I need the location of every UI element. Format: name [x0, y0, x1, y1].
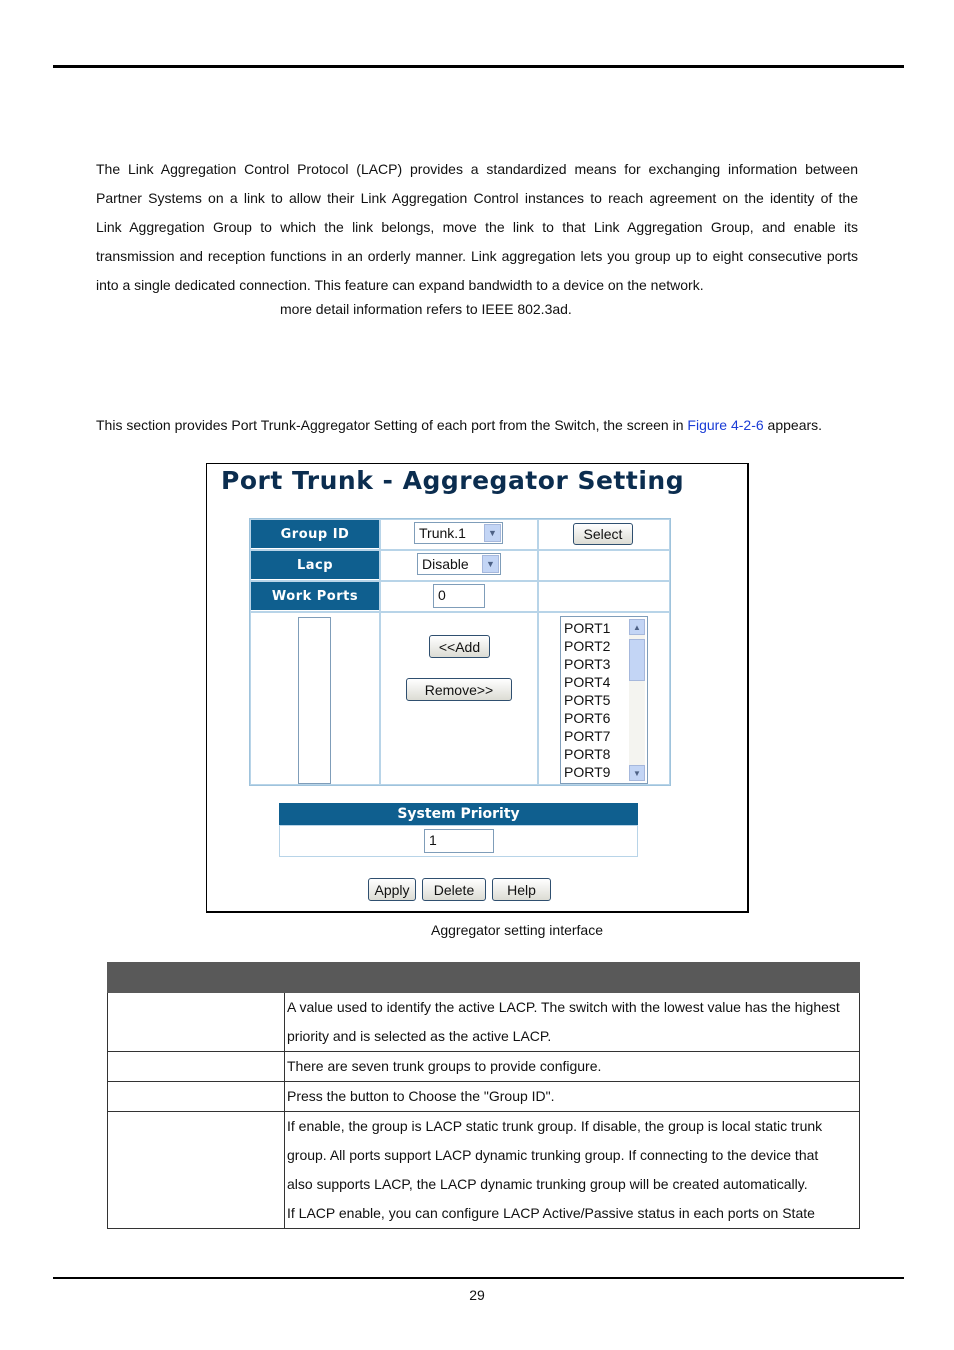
table-cell-object: [108, 993, 285, 1052]
paragraph-line: The Link Aggregation Control Protocol (LACP) provides a standardized means for exchanging information between: [96, 161, 858, 177]
paragraph-line: Partner Systems on a link to allow their Link Aggregation Control instances to reach agreement on the identity of the: [96, 190, 858, 206]
list-item[interactable]: PORT5: [564, 692, 611, 708]
chevron-down-icon[interactable]: ▼: [484, 524, 501, 542]
table-row: [108, 1082, 860, 1112]
description-line: Press the button to Choose the "Group ID".: [287, 1088, 555, 1104]
lacp-value: Disable: [422, 556, 469, 572]
work-ports-input[interactable]: 0: [433, 584, 485, 608]
work-ports-label: Work Ports: [251, 582, 379, 610]
description-line: A value used to identify the active LACP. The switch with the lowest value has the highest: [287, 999, 840, 1015]
description-line: also supports LACP, the LACP dynamic trunking group will be created automatically.: [287, 1176, 808, 1192]
settings-grid: [249, 518, 671, 786]
list-item[interactable]: PORT4: [564, 674, 611, 690]
grid-cell: [538, 581, 670, 612]
table-cell-description: [285, 1112, 860, 1229]
section-intro-text: This section provides Port Trunk-Aggregator Setting of each port from the Switch, the screen in: [96, 417, 688, 433]
scrollbar-thumb[interactable]: [629, 639, 645, 681]
remove-button[interactable]: Remove>>: [406, 678, 512, 701]
list-item[interactable]: PORT1: [564, 620, 611, 636]
section-intro-tail: appears.: [763, 417, 823, 433]
table-cell-object: [108, 1052, 285, 1082]
table-cell-description: [285, 1082, 860, 1112]
table-row: [108, 993, 860, 1052]
list-item[interactable]: PORT7: [564, 728, 611, 744]
parameter-table: [107, 962, 860, 1229]
help-button[interactable]: Help: [492, 878, 551, 901]
system-priority-input[interactable]: 1: [424, 829, 494, 853]
apply-button[interactable]: Apply: [368, 878, 416, 901]
delete-button[interactable]: Delete: [422, 878, 486, 901]
page-number: 29: [469, 1287, 485, 1303]
footer-rule: [53, 1277, 904, 1279]
screenshot-title: Port Trunk - Aggregator Setting: [221, 466, 685, 495]
table-header-cell: [285, 963, 860, 993]
table-cell-description: [285, 1052, 860, 1082]
port-list-scrollbar[interactable]: [629, 619, 645, 781]
available-ports-list[interactable]: [560, 616, 648, 784]
table-row: [108, 1112, 860, 1229]
select-button[interactable]: Select: [573, 523, 633, 545]
aggregator-screenshot: [206, 463, 749, 913]
lacp-description: [96, 155, 858, 300]
group-id-value: Trunk.1: [419, 525, 466, 541]
chevron-down-icon[interactable]: ▼: [629, 765, 645, 781]
list-item[interactable]: PORT8: [564, 746, 611, 762]
lacp-label: Lacp: [251, 551, 379, 579]
group-id-label: Group ID: [251, 520, 379, 548]
paragraph-line: transmission and reception functions in an orderly manner. Link aggregation lets you group up to eight consecutive ports: [96, 248, 858, 264]
chevron-up-icon[interactable]: ▲: [629, 619, 645, 635]
description-line: If enable, the group is LACP static trunk group. If disable, the group is local static trunk: [287, 1118, 823, 1134]
description-line: There are seven trunk groups to provide configure.: [287, 1058, 602, 1074]
table-cell-object: [108, 1112, 285, 1229]
paragraph-line: into a single dedicated connection. This feature can expand bandwidth to a device on the network.: [96, 277, 704, 293]
list-item[interactable]: PORT6: [564, 710, 611, 726]
ieee-note: more detail information refers to IEEE 802.3ad.: [280, 301, 572, 317]
table-cell-object: [108, 1082, 285, 1112]
list-item[interactable]: PORT2: [564, 638, 611, 654]
section-intro: [96, 417, 822, 433]
description-line: If LACP enable, you can configure LACP Active/Passive status in each ports on State: [287, 1205, 815, 1221]
paragraph-line: Link Aggregation Group to which the link belongs, move the link to that Link Aggregation Group, and enable its: [96, 219, 858, 235]
table-cell-description: [285, 993, 860, 1052]
add-button[interactable]: <<Add: [429, 635, 490, 658]
figure-caption: Aggregator setting interface: [431, 922, 603, 938]
system-priority-row: [279, 825, 638, 857]
lacp-select[interactable]: [417, 553, 501, 575]
chevron-down-icon[interactable]: ▼: [482, 555, 499, 573]
description-line: group. All ports support LACP dynamic trunking group. If connecting to the device that: [287, 1147, 819, 1163]
table-row: [108, 1052, 860, 1082]
port-list: [564, 619, 610, 781]
list-item[interactable]: PORT9: [564, 764, 611, 780]
description-line: priority and is selected as the active LACP.: [287, 1028, 552, 1044]
member-ports-list[interactable]: [298, 617, 331, 784]
system-priority-label: System Priority: [279, 803, 638, 825]
list-item[interactable]: PORT3: [564, 656, 611, 672]
table-header-row: [108, 963, 860, 993]
figure-link[interactable]: Figure 4-2-6: [687, 417, 764, 433]
grid-cell: [538, 550, 670, 581]
group-id-select[interactable]: [414, 522, 503, 544]
header-rule: [53, 65, 904, 68]
table-header-cell: [108, 963, 285, 993]
